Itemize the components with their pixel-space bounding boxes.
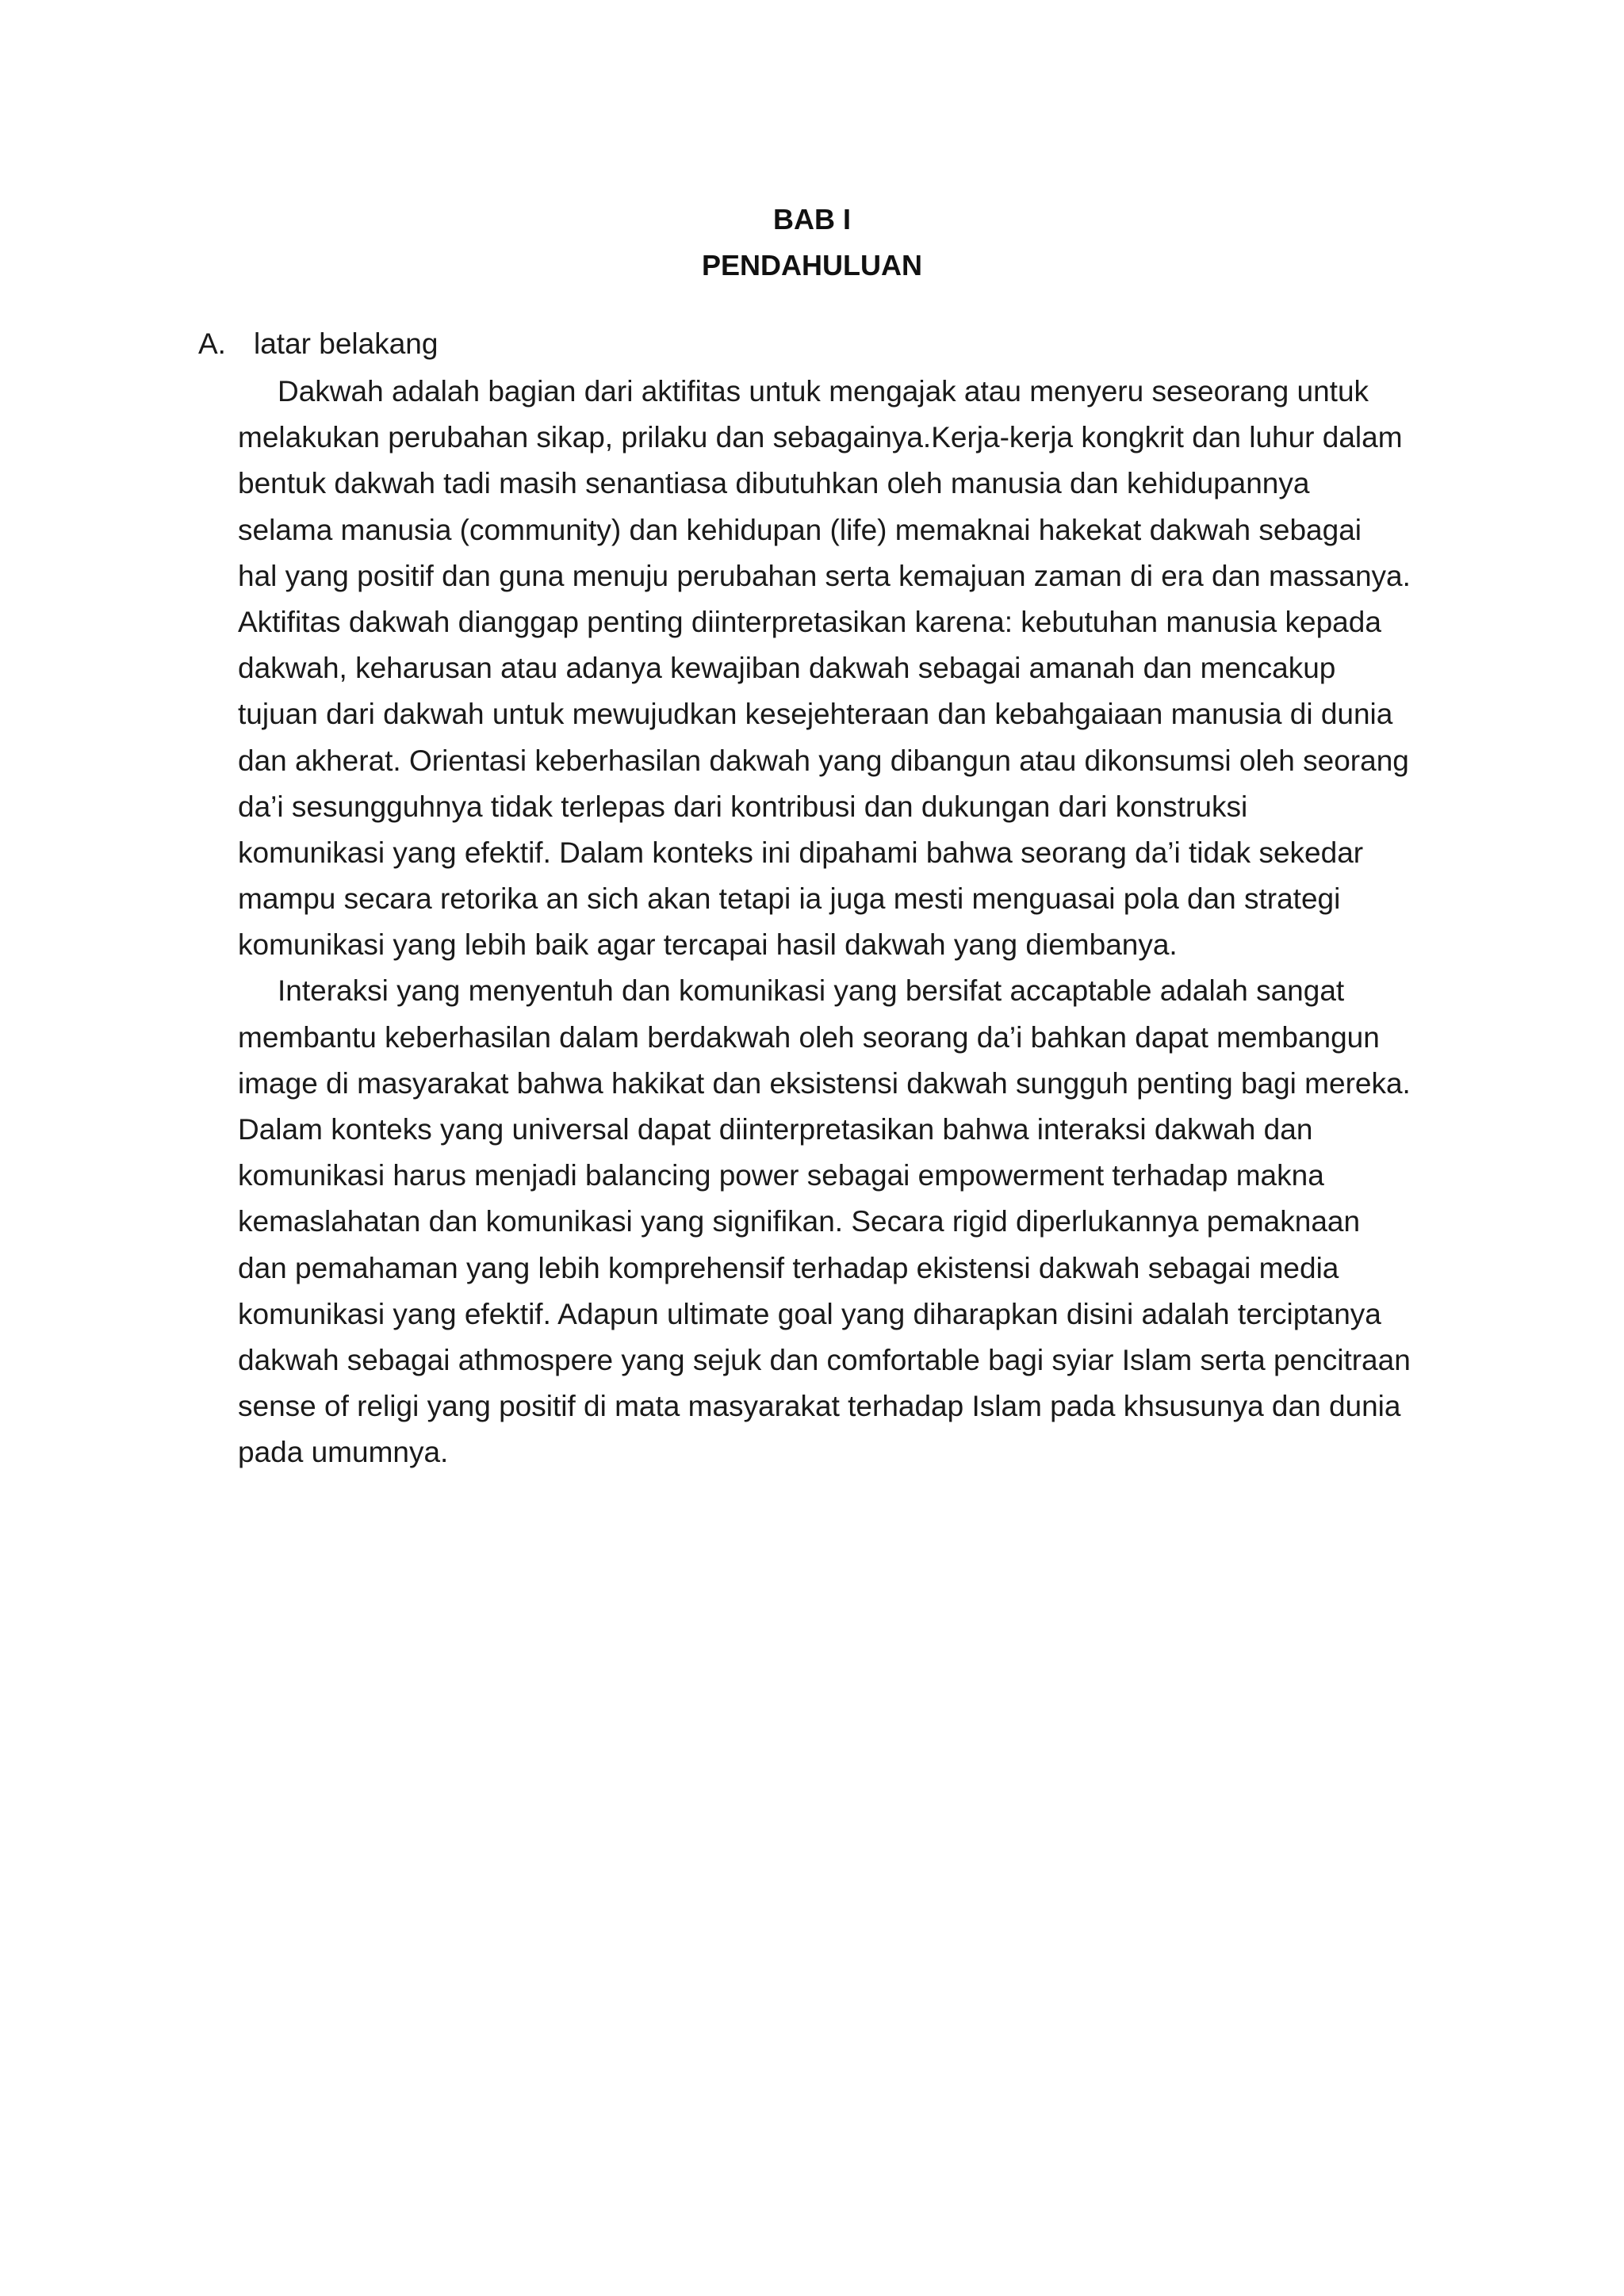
chapter-number: BAB I [773,203,851,235]
paragraph-line: Interaksi yang menyentuh dan komunikasi yang bersifat accaptable adalah sangat [278,974,1345,1008]
paragraph-line: Aktifitas dakwah dianggap penting diinterpretasikan karena: kebutuhan manusia kepada [238,605,1381,638]
paragraph-line: tujuan dari dakwah untuk mewujudkan kesejehteraan dan kebahgaiaan manusia di dunia [238,698,1393,731]
paragraph-line: image di masyarakat bahwa hakikat dan eksistensi dakwah sungguh penting bagi mereka. [238,1066,1411,1100]
section-title: latar belakang [254,327,439,360]
paragraph-line: komunikasi yang lebih baik agar tercapai hasil dakwah yang diembanya. [238,928,1178,962]
paragraph-line: dan pemahaman yang lebih komprehensif terhadap ekistensi dakwah sebagai media [238,1251,1339,1284]
paragraph-line: pada umumnya. [238,1436,449,1469]
paragraph-line: membantu keberhasilan dalam berdakwah oleh seorang da’i bahkan dapat membangun [238,1020,1380,1054]
section-marker: A. [198,327,226,360]
paragraph-line: mampu secara retorika an sich akan tetapi ia juga mesti menguasai pola dan strategi [238,882,1341,916]
paragraph-line: da’i sesungguhnya tidak terlepas dari kontribusi dan dukungan dari konstruksi [238,790,1248,823]
paragraph-line: dakwah, keharusan atau adanya kewajiban dakwah sebagai amanah dan mencakup [238,652,1336,685]
paragraph-line: sense of religi yang positif di mata masyarakat terhadap Islam pada khsusunya dan dunia [238,1390,1401,1423]
body-text [238,369,1443,1476]
paragraph-line: bentuk dakwah tadi masih senantiasa dibutuhkan oleh manusia dan kehidupannya [238,467,1310,500]
paragraph-line: dan akherat. Orientasi keberhasilan dakwah yang dibangun atau dikonsumsi oleh seorang [238,744,1409,777]
paragraph-line: dakwah sebagai athmospere yang sejuk dan comfortable bagi syiar Islam serta pencitraan [238,1343,1411,1376]
paragraph-line: komunikasi harus menjadi balancing power sebagai empowerment terhadap makna [238,1159,1324,1192]
paragraph-line: selama manusia (community) dan kehidupan (life) memaknai hakekat dakwah sebagai [238,513,1362,546]
chapter-title: PENDAHULUAN [702,249,922,281]
paragraph-line: komunikasi yang efektif. Dalam konteks ini dipahami bahwa seorang da’i tidak sekedar [238,836,1364,869]
paragraph-line: komunikasi yang efektif. Adapun ultimate goal yang diharapkan disini adalah terciptanya [238,1297,1381,1330]
paragraph-line: melakukan perubahan sikap, prilaku dan sebagainya.Kerja-kerja kongkrit dan luhur dalam [238,421,1403,454]
paragraph-line: Dalam konteks yang universal dapat diinterpretasikan bahwa interaksi dakwah dan [238,1113,1313,1146]
paragraph-line: hal yang positif dan guna menuju perubahan serta kemajuan zaman di era dan massanya. [238,559,1411,592]
section-heading [198,321,438,367]
paragraph-line: kemaslahatan dan komunikasi yang signifikan. Secara rigid diperlukannya pemaknaan [238,1205,1361,1238]
paragraph-line: Dakwah adalah bagian dari aktifitas untuk mengajak atau menyeru seseorang untuk [278,375,1369,408]
